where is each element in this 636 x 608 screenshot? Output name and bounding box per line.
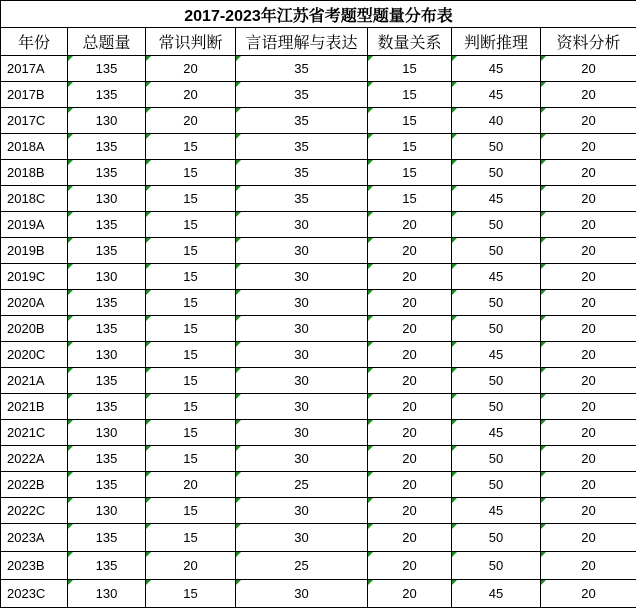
cell-data-analysis: 20	[541, 238, 636, 264]
cell-quantitative: 20	[368, 552, 452, 580]
cell-common-sense: 15	[146, 368, 236, 394]
table-row	[1, 160, 636, 186]
table-row	[1, 290, 636, 316]
cell-common-sense: 15	[146, 238, 236, 264]
cell-reasoning: 45	[452, 342, 541, 368]
cell-reasoning: 45	[452, 186, 541, 212]
header-row	[1, 28, 636, 56]
cell-total: 135	[68, 472, 146, 498]
table-row	[1, 342, 636, 368]
cell-total: 135	[68, 238, 146, 264]
cell-verbal: 35	[236, 56, 368, 82]
cell-reasoning: 50	[452, 134, 541, 160]
table-row	[1, 420, 636, 446]
table-row	[1, 446, 636, 472]
cell-reasoning: 50	[452, 212, 541, 238]
cell-verbal: 30	[236, 290, 368, 316]
cell-data-analysis: 20	[541, 134, 636, 160]
cell-common-sense: 20	[146, 108, 236, 134]
cell-verbal: 30	[236, 420, 368, 446]
cell-year: 2018C	[1, 186, 68, 212]
cell-quantitative: 15	[368, 160, 452, 186]
cell-data-analysis: 20	[541, 264, 636, 290]
cell-reasoning: 45	[452, 580, 541, 608]
cell-reasoning: 45	[452, 264, 541, 290]
cell-data-analysis: 20	[541, 290, 636, 316]
cell-total: 135	[68, 56, 146, 82]
cell-verbal: 30	[236, 342, 368, 368]
table-row	[1, 108, 636, 134]
cell-verbal: 30	[236, 368, 368, 394]
cell-reasoning: 50	[452, 290, 541, 316]
cell-verbal: 30	[236, 498, 368, 524]
cell-common-sense: 15	[146, 134, 236, 160]
cell-common-sense: 15	[146, 524, 236, 552]
cell-verbal: 30	[236, 394, 368, 420]
cell-verbal: 35	[236, 186, 368, 212]
cell-data-analysis: 20	[541, 472, 636, 498]
cell-total: 135	[68, 368, 146, 394]
header-total: 总题量	[68, 28, 146, 56]
cell-quantitative: 20	[368, 472, 452, 498]
cell-year: 2023A	[1, 524, 68, 552]
cell-verbal: 30	[236, 580, 368, 608]
cell-data-analysis: 20	[541, 368, 636, 394]
table-row	[1, 56, 636, 82]
cell-year: 2021A	[1, 368, 68, 394]
cell-data-analysis: 20	[541, 420, 636, 446]
cell-quantitative: 20	[368, 342, 452, 368]
table-row	[1, 524, 636, 552]
cell-common-sense: 15	[146, 580, 236, 608]
cell-data-analysis: 20	[541, 498, 636, 524]
cell-common-sense: 20	[146, 82, 236, 108]
cell-verbal: 35	[236, 82, 368, 108]
cell-year: 2020C	[1, 342, 68, 368]
cell-quantitative: 20	[368, 264, 452, 290]
cell-year: 2017A	[1, 56, 68, 82]
table-row	[1, 186, 636, 212]
cell-quantitative: 20	[368, 498, 452, 524]
cell-reasoning: 45	[452, 420, 541, 446]
cell-verbal: 30	[236, 316, 368, 342]
cell-verbal: 30	[236, 446, 368, 472]
cell-verbal: 35	[236, 160, 368, 186]
table-row	[1, 82, 636, 108]
cell-data-analysis: 20	[541, 580, 636, 608]
cell-year: 2017C	[1, 108, 68, 134]
header-year: 年份	[1, 28, 68, 56]
cell-reasoning: 50	[452, 238, 541, 264]
cell-year: 2019C	[1, 264, 68, 290]
cell-data-analysis: 20	[541, 186, 636, 212]
cell-quantitative: 15	[368, 134, 452, 160]
table-row	[1, 498, 636, 524]
cell-quantitative: 20	[368, 368, 452, 394]
cell-data-analysis: 20	[541, 212, 636, 238]
cell-common-sense: 15	[146, 420, 236, 446]
cell-verbal: 35	[236, 134, 368, 160]
cell-data-analysis: 20	[541, 82, 636, 108]
cell-reasoning: 45	[452, 56, 541, 82]
cell-data-analysis: 20	[541, 160, 636, 186]
cell-total: 130	[68, 420, 146, 446]
cell-verbal: 25	[236, 552, 368, 580]
cell-common-sense: 15	[146, 212, 236, 238]
table-row	[1, 394, 636, 420]
cell-common-sense: 15	[146, 290, 236, 316]
cell-total: 130	[68, 580, 146, 608]
cell-year: 2023C	[1, 580, 68, 608]
cell-total: 135	[68, 552, 146, 580]
cell-quantitative: 15	[368, 108, 452, 134]
cell-reasoning: 45	[452, 498, 541, 524]
header-quantitative: 数量关系	[368, 28, 452, 56]
cell-year: 2021B	[1, 394, 68, 420]
cell-total: 135	[68, 316, 146, 342]
header-verbal: 言语理解与表达	[236, 28, 368, 56]
cell-total: 130	[68, 264, 146, 290]
cell-common-sense: 15	[146, 446, 236, 472]
header-reasoning: 判断推理	[452, 28, 541, 56]
table-row	[1, 580, 636, 608]
table-row	[1, 472, 636, 498]
cell-reasoning: 50	[452, 552, 541, 580]
cell-year: 2023B	[1, 552, 68, 580]
cell-common-sense: 20	[146, 472, 236, 498]
cell-data-analysis: 20	[541, 394, 636, 420]
cell-quantitative: 20	[368, 316, 452, 342]
cell-reasoning: 40	[452, 108, 541, 134]
cell-quantitative: 20	[368, 394, 452, 420]
cell-total: 130	[68, 186, 146, 212]
cell-quantitative: 15	[368, 56, 452, 82]
table-title: 2017-2023年江苏省考题型题量分布表	[1, 1, 636, 28]
cell-common-sense: 15	[146, 316, 236, 342]
table-row	[1, 134, 636, 160]
cell-total: 135	[68, 394, 146, 420]
cell-year: 2020A	[1, 290, 68, 316]
cell-total: 135	[68, 290, 146, 316]
cell-common-sense: 15	[146, 264, 236, 290]
cell-quantitative: 15	[368, 82, 452, 108]
cell-total: 130	[68, 498, 146, 524]
header-common-sense: 常识判断	[146, 28, 236, 56]
table-row	[1, 212, 636, 238]
cell-quantitative: 20	[368, 580, 452, 608]
cell-quantitative: 15	[368, 186, 452, 212]
header-data-analysis: 资料分析	[541, 28, 636, 56]
cell-total: 135	[68, 446, 146, 472]
cell-verbal: 30	[236, 212, 368, 238]
cell-reasoning: 50	[452, 472, 541, 498]
cell-year: 2022A	[1, 446, 68, 472]
cell-data-analysis: 20	[541, 446, 636, 472]
cell-year: 2022C	[1, 498, 68, 524]
cell-quantitative: 20	[368, 420, 452, 446]
cell-data-analysis: 20	[541, 108, 636, 134]
cell-verbal: 30	[236, 264, 368, 290]
cell-reasoning: 50	[452, 316, 541, 342]
cell-quantitative: 20	[368, 524, 452, 552]
cell-common-sense: 20	[146, 552, 236, 580]
table-row	[1, 368, 636, 394]
cell-data-analysis: 20	[541, 552, 636, 580]
cell-total: 135	[68, 212, 146, 238]
cell-quantitative: 20	[368, 290, 452, 316]
cell-reasoning: 50	[452, 394, 541, 420]
cell-common-sense: 15	[146, 160, 236, 186]
cell-reasoning: 50	[452, 446, 541, 472]
cell-year: 2018B	[1, 160, 68, 186]
cell-quantitative: 20	[368, 212, 452, 238]
cell-total: 135	[68, 160, 146, 186]
cell-total: 135	[68, 134, 146, 160]
cell-year: 2022B	[1, 472, 68, 498]
cell-verbal: 30	[236, 524, 368, 552]
cell-common-sense: 15	[146, 394, 236, 420]
table-row	[1, 238, 636, 264]
cell-reasoning: 50	[452, 160, 541, 186]
table-row	[1, 264, 636, 290]
cell-total: 135	[68, 82, 146, 108]
cell-reasoning: 50	[452, 524, 541, 552]
cell-common-sense: 15	[146, 498, 236, 524]
cell-total: 130	[68, 342, 146, 368]
cell-data-analysis: 20	[541, 342, 636, 368]
cell-verbal: 25	[236, 472, 368, 498]
cell-year: 2019B	[1, 238, 68, 264]
cell-common-sense: 20	[146, 56, 236, 82]
cell-total: 135	[68, 524, 146, 552]
cell-data-analysis: 20	[541, 524, 636, 552]
cell-reasoning: 45	[452, 82, 541, 108]
cell-common-sense: 15	[146, 186, 236, 212]
cell-verbal: 30	[236, 238, 368, 264]
cell-year: 2020B	[1, 316, 68, 342]
cell-verbal: 35	[236, 108, 368, 134]
cell-total: 130	[68, 108, 146, 134]
cell-common-sense: 15	[146, 342, 236, 368]
cell-quantitative: 20	[368, 446, 452, 472]
table-row	[1, 316, 636, 342]
table-row	[1, 552, 636, 580]
cell-year: 2017B	[1, 82, 68, 108]
cell-year: 2018A	[1, 134, 68, 160]
cell-year: 2019A	[1, 212, 68, 238]
cell-data-analysis: 20	[541, 56, 636, 82]
cell-data-analysis: 20	[541, 316, 636, 342]
cell-reasoning: 50	[452, 368, 541, 394]
cell-quantitative: 20	[368, 238, 452, 264]
cell-year: 2021C	[1, 420, 68, 446]
